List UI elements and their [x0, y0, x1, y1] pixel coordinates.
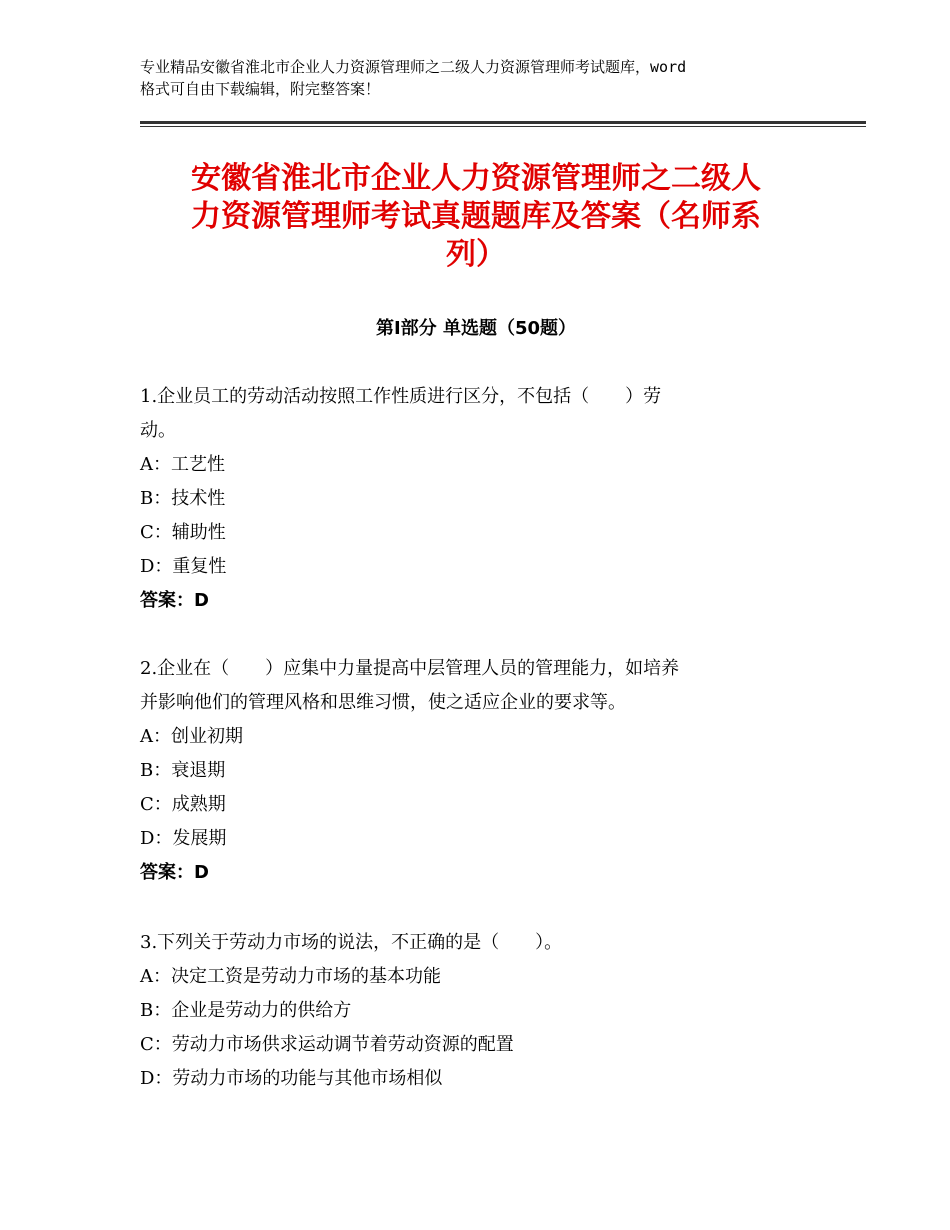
- answer: 答案：D: [140, 590, 209, 611]
- option-d: D：发展期: [140, 828, 227, 849]
- question-stem: 3.下列关于劳动力市场的说法，不正确的是（ ）。: [140, 932, 563, 953]
- title-line: 列）: [446, 237, 506, 272]
- option-c: C：辅助性: [140, 522, 226, 543]
- option-d: D：劳动力市场的功能与其他市场相似: [140, 1068, 443, 1089]
- title-line: 安徽省淮北市企业人力资源管理师之二级人: [191, 161, 761, 196]
- header-rule-thick: [140, 121, 866, 124]
- option-b: B：技术性: [140, 488, 226, 509]
- question-3: [140, 926, 840, 1096]
- question-stem: 1.企业员工的劳动活动按照工作性质进行区分，不包括（ ）劳: [140, 386, 662, 407]
- section-title: 第Ⅰ部分 单选题（50题）: [375, 318, 576, 339]
- option-b: B：衰退期: [140, 760, 226, 781]
- option-a: A：工艺性: [140, 454, 225, 475]
- question-2: [140, 652, 840, 890]
- option-d: D：重复性: [140, 556, 227, 577]
- question-stem: 动。: [140, 420, 176, 441]
- header-note-line: 专业精品安徽省淮北市企业人力资源管理师之二级人力资源管理师考试题库，word: [140, 58, 687, 76]
- option-a: A：决定工资是劳动力市场的基本功能: [140, 966, 441, 987]
- option-b: B：企业是劳动力的供给方: [140, 1000, 352, 1021]
- question-1: [140, 380, 840, 618]
- option-a: A：创业初期: [140, 726, 243, 747]
- option-c: C：劳动力市场供求运动调节着劳动资源的配置: [140, 1034, 514, 1055]
- header-note-line: 格式可自由下载编辑，附完整答案！: [140, 80, 381, 98]
- question-stem: 2.企业在（ ）应集中力量提高中层管理人员的管理能力，如培养: [140, 658, 680, 679]
- document-title: [140, 160, 812, 274]
- title-line: 力资源管理师考试真题题库及答案（名师系: [191, 199, 761, 234]
- header-rule-thin: [140, 126, 866, 127]
- question-stem: 并影响他们的管理风格和思维习惯，使之适应企业的要求等。: [140, 692, 626, 713]
- answer: 答案：D: [140, 862, 209, 883]
- option-c: C：成熟期: [140, 794, 226, 815]
- header-note: [140, 56, 830, 100]
